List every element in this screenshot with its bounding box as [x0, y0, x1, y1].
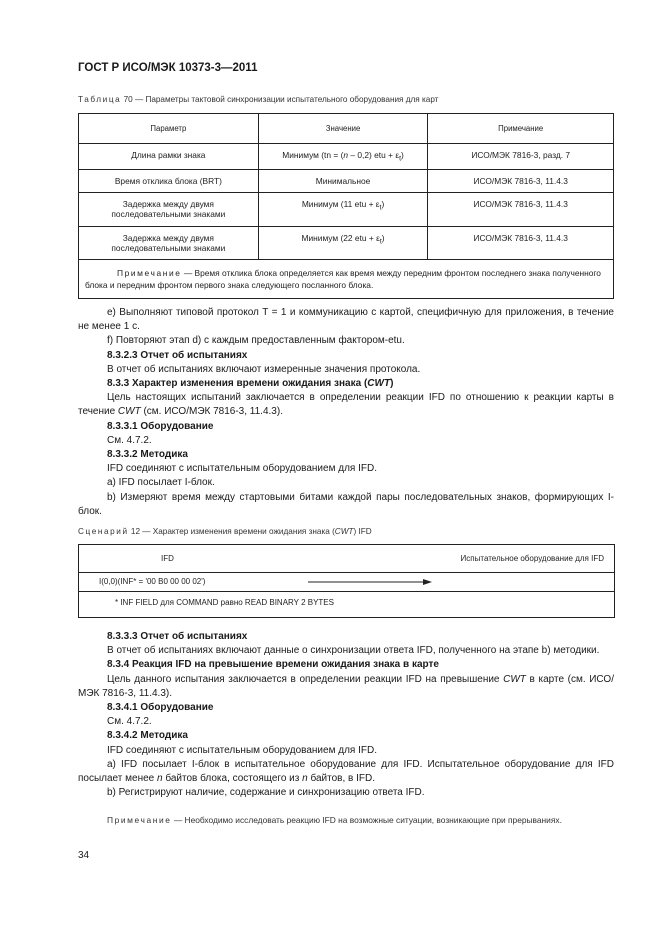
cell-parameter: Длина рамки знака — [79, 144, 259, 170]
right-arrow-icon — [307, 577, 433, 587]
scenario-col-test-equipment: Испытательное оборудование для IFD — [460, 554, 604, 563]
column-header-value: Значение — [258, 114, 428, 144]
cell-parameter: Задержка между двумя последовательными знаками — [79, 227, 259, 260]
para-8-3-4-2: IFD соединяют с испытательным оборудованием для IFD. — [107, 744, 377, 756]
heading-8-3-3: 8.3.3 Характер изменения времени ожидания знака (CWT) — [107, 378, 394, 390]
table-header-row — [79, 114, 614, 144]
table-note-label: Примечание — [117, 268, 182, 278]
para-8-3-3-3: В отчет об испытаниях включают данные о синхронизации ответа IFD, полученного на этапе b) методики. — [107, 645, 600, 657]
scenario-command: I(0,0)(INF* = '00 B0 00 00 02') — [99, 577, 206, 586]
heading-8-3-3-2: 8.3.3.2 Методика — [107, 449, 188, 461]
heading-8-3-4: 8.3.4 Реакция IFD на превышение времени ожидания знака в карте — [107, 659, 439, 671]
para-8-3-3: Цель настоящих испытаний заключается в определении реакции IFD по отношению к реакции карты в течение CWT (см. ИСО/МЭК 7816-3, 11.4.3). — [78, 392, 614, 418]
scenario-caption-word: Сценарий — [78, 527, 129, 536]
step-f: f) Повторяют этап d) с каждым предоставленным фактором-etu. — [107, 335, 405, 347]
cell-note: ИСО/МЭК 7816-3, 11.4.3 — [428, 227, 614, 260]
table-caption — [78, 95, 438, 104]
cell-parameter: Время отклика блока (BRT) — [79, 170, 259, 193]
heading-8-3-3-1: 8.3.3.1 Оборудование — [107, 420, 214, 432]
para-8-3-4-1: См. 4.7.2. — [107, 716, 152, 728]
final-note-text: — Необходимо исследовать реакцию IFD на возможные ситуации, возникающие при прерываниях. — [173, 815, 562, 825]
scenario-col-ifd: IFD — [161, 554, 174, 563]
table-row — [79, 227, 614, 260]
scenario-footnote-row — [79, 592, 614, 617]
para-8-3-4: Цель данного испытания заключается в определении реакции IFD на превышение CWT в карте (см. ИСО/МЭК 7816-3, 11.4.3). — [78, 673, 614, 699]
scenario-command-row — [79, 573, 614, 592]
table-note — [79, 260, 614, 299]
section-8-3-3-3-text — [78, 630, 614, 800]
para-8-3-2-3: В отчет об испытаниях включают измеренные значения протокола. — [107, 363, 421, 375]
cell-note: ИСО/МЭК 7816-3, 11.4.3 — [428, 193, 614, 227]
table-row — [79, 193, 614, 227]
heading-8-3-3-3: 8.3.3.3 Отчет об испытаниях — [107, 631, 248, 642]
table-note-text: — Время отклика блока определяется как время между передним фронтом последнего знака полученного блока и передним фронтом первого знака следующего посланного блока. — [85, 268, 601, 290]
step-a: а) IFD посылает I-блок. — [107, 477, 215, 489]
heading-8-3-4-1: 8.3.4.1 Оборудование — [107, 702, 214, 714]
table-row — [79, 144, 614, 170]
step-a-2: а) IFD посылает I-блок в испытательное оборудование для IFD. Испытательное оборудование для IFD посылает менее n байтов блока, состоящего из n байтов, в IFD. — [78, 758, 614, 785]
table-note-row — [79, 260, 614, 299]
document-header: ГОСТ Р ИСО/МЭК 10373-3—2011 — [78, 62, 258, 74]
para-8-3-3-1: См. 4.7.2. — [107, 434, 152, 446]
cell-value: Минимум (22 etu + $\varepsilon_t$) — [258, 227, 428, 260]
final-note-label: Примечание — [107, 815, 172, 825]
heading-8-3-2-3: 8.3.2.3 Отчет об испытаниях — [107, 349, 248, 361]
cell-parameter: Задержка между двумя последовательными знаками — [79, 193, 259, 227]
cell-value: Минимальное — [258, 170, 428, 193]
cell-value: Минимум (tn = (n – 0,2) etu + $\varepsilon_t$) — [258, 144, 428, 170]
final-note — [78, 814, 614, 827]
table-caption-word: Таблица — [78, 95, 122, 104]
table-caption-text: 70 — Параметры тактовой синхронизации испытательного оборудования для карт — [123, 95, 439, 104]
cell-note: ИСО/МЭК 7816-3, 11.4.3 — [428, 170, 614, 193]
step-e: е) Выполняют типовой протокол T = 1 и коммуникацию с картой, специфичную для приложения, в течение не менее 1 с. — [78, 307, 614, 333]
cell-note: ИСО/МЭК 7816-3, разд. 7 — [428, 144, 614, 170]
step-b: b) Измеряют время между стартовыми битами каждой пары последовательных знаков, формирующих I-блок. — [78, 491, 614, 517]
step-b-2: b) Регистрируют наличие, содержание и синхронизацию ответа IFD. — [107, 787, 425, 799]
timing-parameters-table — [78, 113, 614, 299]
heading-8-3-4-2: 8.3.4.2 Методика — [107, 730, 188, 742]
scenario-header-row — [79, 545, 614, 573]
column-header-parameter: Параметр — [79, 114, 259, 144]
table-row — [79, 170, 614, 193]
scenario-footnote: * INF FIELD для COMMAND равно READ BINARY 2 BYTES — [115, 598, 334, 607]
page-number: 34 — [78, 850, 90, 861]
scenario-caption: Сценарий 12 — Характер изменения времени ожидания знака (CWT) IFD — [78, 527, 372, 536]
column-header-note: Примечание — [428, 114, 614, 144]
scenario-12-table — [78, 544, 615, 618]
cell-value: Минимум (11 etu + $\varepsilon_t$) — [258, 193, 428, 227]
section-8-3-text — [78, 306, 614, 519]
para-8-3-3-2: IFD соединяют с испытательным оборудованием для IFD. — [107, 463, 377, 475]
